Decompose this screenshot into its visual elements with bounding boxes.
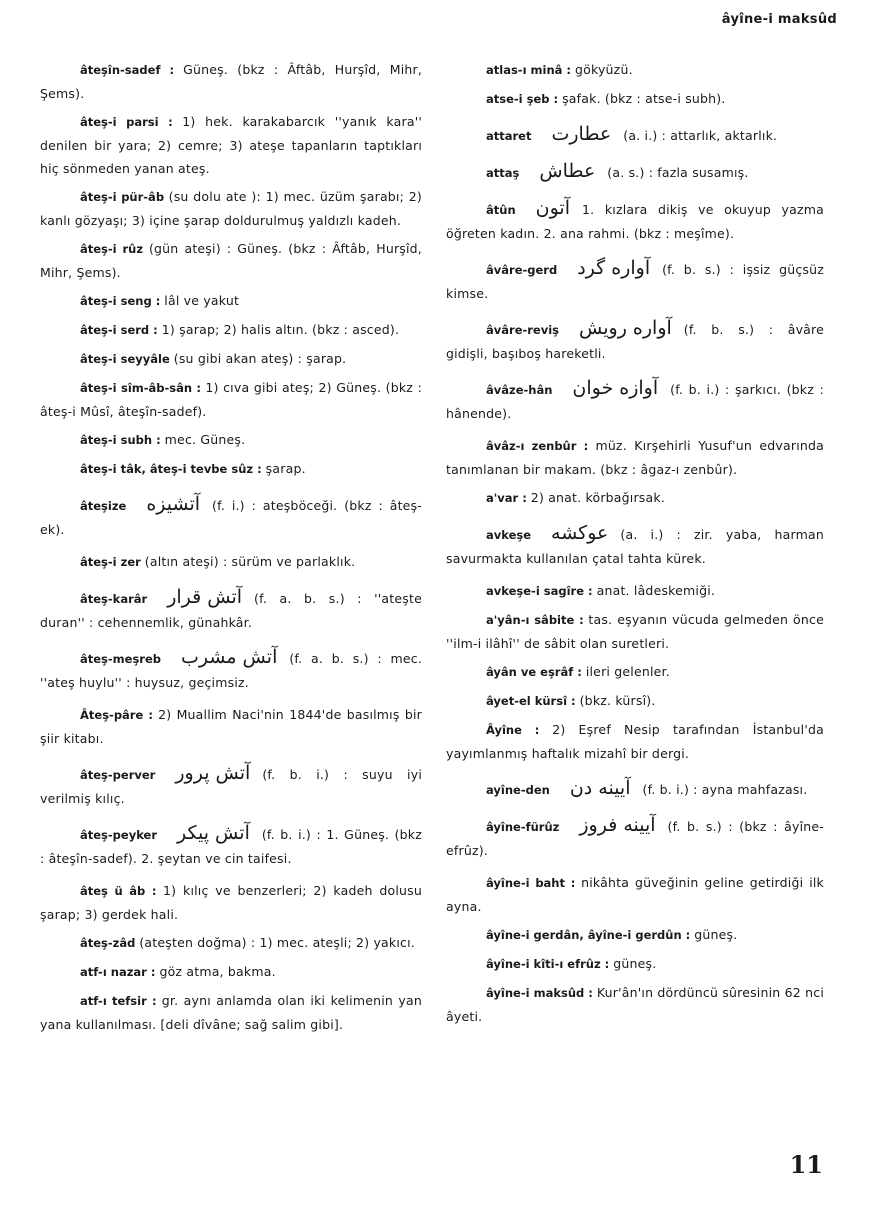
entry-headword: âteş-i seyyâle [80, 352, 170, 366]
entry-arabic-script: آواره گرد [577, 257, 651, 279]
dictionary-entry [446, 317, 824, 365]
entry-definition: 1) cıva gibi ateş; 2) Güneş. (bkz : âteş-i Mûsî, âteşîn-sadef). [40, 380, 422, 419]
entry-definition: (bkz. kürsî). [579, 693, 656, 708]
dictionary-entry [446, 608, 824, 655]
entry-definition: (ateşten doğma) : 1) mec. ateşli; 2) yakıcı. [139, 935, 415, 950]
right-column [446, 58, 824, 1033]
entry-headword: âyîne-i kîti-ı efrûz : [486, 957, 610, 971]
entry-definition: 1) şarap; 2) halis altın. (bkz : asced). [161, 322, 400, 337]
entry-definition: 1) kılıç ve benzerleri; 2) kadeh dolusu şarap; 3) gerdek hali. [40, 883, 422, 922]
entry-definition: ileri gelenler. [585, 664, 670, 679]
entry-definition: güneş. [694, 927, 738, 942]
entry-headword: âyân ve eşrâf : [486, 665, 582, 679]
dictionary-entry [446, 58, 824, 82]
entry-headword: a'var : [486, 491, 527, 505]
entry-headword: âyet-el kürsî : [486, 694, 576, 708]
entry-definition: müz. Kırşehirli Yusuf'un edvarında tanımlanan bir makam. (bkz : âgaz-ı zenbûr). [446, 438, 824, 477]
entry-headword: âteş-zâd [80, 936, 136, 950]
entry-headword: ayîne-den [486, 783, 550, 797]
page-number: 11 [789, 1150, 823, 1179]
entry-headword: âteş-i pür-âb [80, 190, 165, 204]
entry-definition: (gün ateşi) : Güneş. (bkz : Âftâb, Hurşîd, Mihr, Şems). [40, 241, 422, 280]
dictionary-entry [40, 376, 422, 423]
entry-headword: a'yân-ı sâbite : [486, 613, 584, 627]
entry-arabic-script: آتشیزه [146, 493, 201, 515]
entry-definition: gr. aynı anlamda olan iki kelimenin yan yana kullanılması. [deli dîvâne; sağ salim gibi]. [40, 993, 422, 1032]
dictionary-entry [40, 289, 422, 313]
entry-definition: (f. b. s.) : âvâre gidişli, başıboş hareketli. [446, 322, 824, 361]
dictionary-entry [446, 689, 824, 713]
entry-definition: güneş. [613, 956, 657, 971]
left-column [40, 58, 422, 1041]
entry-headword: âyîne-i maksûd : [486, 986, 593, 1000]
entry-arabic-script: آتش قرار [167, 586, 243, 608]
entry-headword: atse-i şeb : [486, 92, 559, 106]
entry-headword: atf-ı tefsir : [80, 994, 157, 1008]
entry-definition: (f. i.) : ateşböceği. (bkz : âteş-ek). [40, 498, 422, 537]
entry-definition: (altın ateşi) : sürüm ve parlaklık. [144, 554, 356, 569]
dictionary-entry [446, 660, 824, 684]
entry-definition: Güneş. (bkz : Âftâb, Hurşîd, Mihr, Şems). [40, 62, 422, 101]
entry-arabic-script: عوکشه [551, 522, 609, 544]
entry-arabic-script: عطاش [539, 160, 596, 182]
entry-definition: mec. Güneş. [164, 432, 246, 447]
dictionary-entry [40, 762, 422, 810]
entry-headword: âvâre-gerd [486, 263, 558, 277]
entry-headword: âteş-i rûz [80, 242, 144, 256]
entry-headword: âteş-karâr [80, 592, 148, 606]
entry-headword: âteş-i serd : [80, 323, 158, 337]
entry-headword: attaş [486, 166, 520, 180]
entry-definition: (a. i.) : zir. yaba, harman savurmakta kullanılan çatal tahta kürek. [446, 527, 824, 566]
dictionary-entry [40, 586, 422, 634]
dictionary-entry [446, 871, 824, 918]
entry-definition: gökyüzü. [574, 62, 633, 77]
entry-definition: 1. kızlara dikiş ve okuyup yazma öğreten kadın. 2. ana rahmi. (bkz : meşîme). [446, 202, 824, 241]
running-head: âyîne-i maksûd [721, 12, 837, 27]
entry-headword: âyîne-i gerdân, âyîne-i gerdûn : [486, 928, 691, 942]
dictionary-entry [40, 318, 422, 342]
dictionary-entry [446, 377, 824, 425]
entry-headword: âyîne-i baht : [486, 876, 576, 890]
dictionary-entry [446, 579, 824, 603]
dictionary-entry [446, 952, 824, 976]
dictionary-entry [446, 123, 824, 148]
dictionary-entry [40, 428, 422, 452]
entry-headword: âteş-meşreb [80, 652, 162, 666]
dictionary-entry [446, 522, 824, 570]
dictionary-entry [40, 347, 422, 371]
entry-headword: Âyîne : [486, 723, 540, 737]
entry-definition: (a. i.) : attarlık, aktarlık. [623, 128, 778, 143]
entry-definition: Kur'ân'ın dördüncü sûresinin 62 nci âyeti. [446, 985, 824, 1024]
entry-arabic-script: آواره رویش [579, 317, 672, 339]
entry-definition: tas. eşyanın vücuda gelmeden önce ''ilm-i ilâhî'' de sâbit olan suretleri. [446, 612, 824, 651]
entry-arabic-script: آتش پرور [175, 762, 251, 784]
dictionary-entry [40, 703, 422, 750]
dictionary-entry [40, 237, 422, 284]
entry-headword: attaret [486, 129, 532, 143]
dictionary-entry [446, 87, 824, 111]
entry-arabic-script: آیینه دن [569, 777, 631, 799]
entry-headword: âyîne-fürûz [486, 820, 560, 834]
entry-definition: 2) anat. körbağırsak. [530, 490, 665, 505]
dictionary-entry [446, 197, 824, 245]
entry-arabic-script: عطارت [551, 123, 612, 145]
entry-headword: âteş-i parsi : [80, 115, 173, 129]
entry-headword: âvâze-hân [486, 383, 553, 397]
entry-definition: (f. b. s.) : (bkz : âyîne-efrûz). [446, 819, 824, 858]
dictionary-entry [446, 257, 824, 305]
entry-headword: âteşîn-sadef : [80, 63, 175, 77]
dictionary-entry [40, 879, 422, 926]
entry-headword: âteş ü âb : [80, 884, 157, 898]
dictionary-entry [446, 777, 824, 802]
entry-headword: âtûn [486, 203, 516, 217]
entry-arabic-script: آیینه فروز [579, 814, 656, 836]
dictionary-entry [40, 989, 422, 1036]
entry-headword: atlas-ı minâ : [486, 63, 571, 77]
dictionary-entry [446, 160, 824, 185]
dictionary-entry [446, 814, 824, 862]
entry-headword: âteş-i seng : [80, 294, 161, 308]
entry-definition: (f. b. i.) : şarkıcı. (bkz : hânende). [446, 382, 824, 421]
entry-arabic-script: آوازه خوان [572, 377, 659, 399]
entry-headword: âteş-peyker [80, 828, 158, 842]
entry-definition: 1) hek. karakabarcık ''yanık kara'' denilen bir yara; 2) cemre; 3) ateşe tapanların taptıkları hiç sönmeden yanan ateş. [40, 114, 422, 176]
dictionary-entry [40, 58, 422, 105]
dictionary-entry [446, 486, 824, 510]
entry-definition: (f. b. i.) : 1. Güneş. (bkz : âteşîn-sadef). 2. şeytan ve cin taifesi. [40, 827, 422, 866]
entry-definition: (f. a. b. s.) : mec. ''ateş huylu'' : huysuz, geçimsiz. [40, 651, 422, 690]
entry-headword: âteşize [80, 499, 127, 513]
dictionary-entry [446, 923, 824, 947]
entry-headword: âteş-perver [80, 768, 156, 782]
entry-definition: (f. b. i.) : ayna mahfazası. [642, 782, 808, 797]
entry-definition: (f. b. s.) : işsiz güçsüz kimse. [446, 262, 824, 301]
dictionary-entry [40, 931, 422, 955]
entry-definition: göz atma, bakma. [159, 964, 276, 979]
entry-definition: (a. s.) : fazla susamış. [607, 165, 749, 180]
dictionary-entry [40, 493, 422, 541]
dictionary-entry [40, 960, 422, 984]
dictionary-entry [446, 718, 824, 765]
entry-definition: şafak. (bkz : atse-i subh). [562, 91, 726, 106]
entry-definition: (f. a. b. s.) : ''ateşte duran'' : cehennemlik, günahkâr. [40, 591, 422, 630]
entry-headword: âteş-i tâk, âteş-i tevbe sûz : [80, 462, 262, 476]
entry-arabic-script: آتش پیکر [177, 822, 250, 844]
entry-arabic-script: آتون [535, 197, 570, 219]
dictionary-entry [40, 185, 422, 232]
entry-arabic-script: آتش مشرب [181, 646, 278, 668]
entry-headword: âteş-i sîm-âb-sân : [80, 381, 202, 395]
entry-headword: Âteş-pâre : [80, 708, 153, 722]
entry-headword: avkeşe [486, 528, 532, 542]
entry-definition: (f. b. i.) : suyu iyi verilmiş kılıç. [40, 767, 422, 806]
entry-definition: şarap. [265, 461, 306, 476]
entry-definition: (su gibi akan ateş) : şarap. [173, 351, 347, 366]
dictionary-entry [40, 110, 422, 180]
entry-definition: 2) Muallim Naci'nin 1844'de basılmış bir şiir kitabı. [40, 707, 422, 746]
entry-headword: âvâz-ı zenbûr : [486, 439, 589, 453]
entry-headword: âteş-i zer [80, 555, 141, 569]
entry-definition: 2) Eşref Nesip tarafından İstanbul'da yayımlanmış haftalık mizahî bir dergi. [446, 722, 824, 761]
entry-definition: lâl ve yakut [164, 293, 240, 308]
dictionary-entry [446, 434, 824, 481]
dictionary-entry [446, 981, 824, 1028]
entry-definition: nikâhta güveğinin geline getirdiği ilk ayna. [446, 875, 824, 914]
entry-headword: avkeşe-i sagîre : [486, 584, 593, 598]
dictionary-entry [40, 646, 422, 694]
entry-headword: âvâre-reviş [486, 323, 560, 337]
dictionary-entry [40, 822, 422, 870]
dictionary-entry [40, 457, 422, 481]
entry-headword: atf-ı nazar : [80, 965, 156, 979]
entry-definition: (su dolu ate ): 1) mec. üzüm şarabı; 2) kanlı gözyaşı; 3) içine şarap doldurulmuş yaldızlı kadeh. [40, 189, 422, 228]
entry-headword: âteş-i subh : [80, 433, 161, 447]
dictionary-entry [40, 550, 422, 574]
entry-definition: anat. lâdeskemiği. [596, 583, 716, 598]
